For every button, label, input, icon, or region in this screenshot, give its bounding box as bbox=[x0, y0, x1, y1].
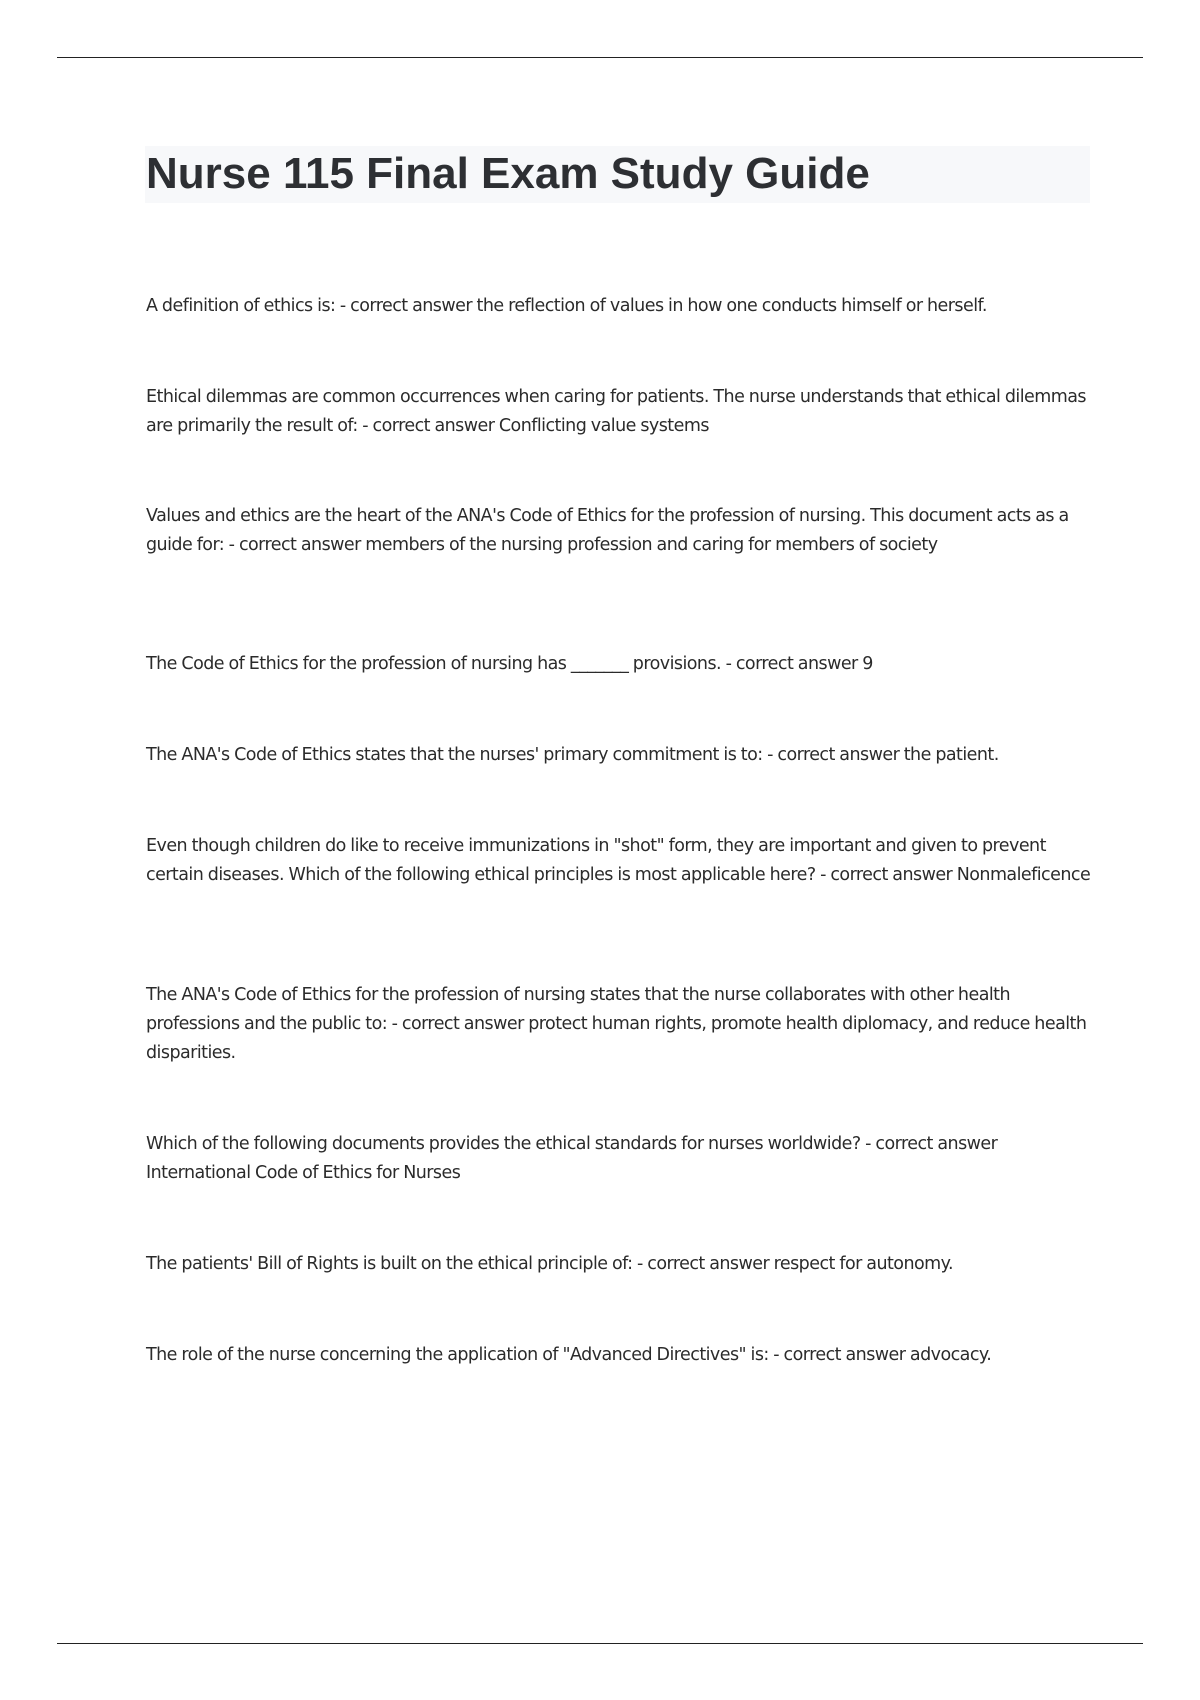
qa-item-10: The role of the nurse concerning the application of "Advanced Directives" is: - correct answer advocacy. bbox=[146, 1345, 992, 1365]
qa-item-4: The Code of Ethics for the profession of nursing has _______ provisions. - correct answer 9 bbox=[146, 654, 873, 674]
qa-item-1: A definition of ethics is: - correct answer the reflection of values in how one conducts himself or herself. bbox=[146, 296, 987, 316]
qa-item-5: The ANA's Code of Ethics states that the nurses' primary commitment is to: - correct answer the patient. bbox=[146, 745, 999, 765]
qa-item-2: Ethical dilemmas are common occurrences when caring for patients. The nurse understands that ethical dilemmas are primarily the result of: - correct answer Conflicting value systems bbox=[146, 387, 1086, 436]
qa-item-8: Which of the following documents provides the ethical standards for nurses worldwide? - correct answer International Code of Ethics for Nurses bbox=[146, 1134, 998, 1183]
qa-item-9: The patients' Bill of Rights is built on the ethical principle of: - correct answer respect for autonomy. bbox=[146, 1254, 953, 1274]
document-title: Nurse 115 Final Exam Study Guide bbox=[146, 149, 870, 198]
qa-item-6: Even though children do like to receive immunizations in "shot" form, they are important and given to prevent certain diseases. Which of the following ethical principles is most applicable here? - correct answer Nonmaleficence bbox=[146, 836, 1091, 885]
bottom-rule bbox=[57, 1643, 1143, 1644]
top-rule bbox=[57, 57, 1143, 58]
qa-item-7: The ANA's Code of Ethics for the profession of nursing states that the nurse collaborates with other health professions and the public to: - correct answer protect human rights, promote health diplomacy, and reduce health disparities. bbox=[146, 985, 1087, 1063]
qa-item-3: Values and ethics are the heart of the ANA's Code of Ethics for the profession of nursing. This document acts as a guide for: - correct answer members of the nursing profession and caring for members of society bbox=[146, 506, 1069, 555]
